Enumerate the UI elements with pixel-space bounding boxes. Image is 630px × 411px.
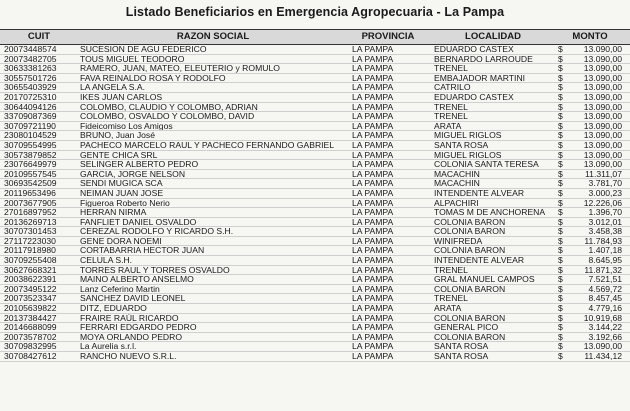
razon-social-cell: SANCHEZ DAVID LEONEL [80, 294, 186, 304]
monto-value: 8.457,45 [588, 293, 622, 304]
monto-value: 13.090,00 [583, 91, 622, 102]
currency-symbol: $ [558, 341, 563, 352]
provincia-cell: LA PAMPA [352, 72, 394, 83]
table-row [0, 333, 630, 343]
razon-social-cell: Figueroa Roberto Nerio [80, 198, 170, 208]
cuit-cell: 20073482705 [4, 53, 57, 64]
monto-value: 13.090,00 [583, 120, 622, 131]
cuit-cell: 23076649979 [4, 159, 57, 170]
monto-cell [558, 218, 630, 227]
monto-cell [558, 314, 630, 323]
localidad-cell: INTENDENTE ALVEAR [434, 187, 525, 198]
razon-social-cell: LA ANGELA S.A. [80, 83, 145, 92]
cuit-cell: 20137384427 [4, 312, 57, 323]
monto-cell [558, 323, 630, 332]
provincia-cell: LA PAMPA [352, 139, 394, 150]
monto-value: 3.458,38 [588, 226, 622, 237]
monto-cell [558, 208, 630, 217]
table-row [0, 218, 630, 228]
table-row [0, 352, 630, 362]
monto-cell [558, 189, 630, 198]
provincia-cell: LA PAMPA [352, 82, 394, 93]
provincia-cell: LA PAMPA [352, 216, 394, 227]
cuit-cell: 30557501726 [4, 72, 57, 83]
provincia-cell: LA PAMPA [352, 303, 394, 314]
localidad-cell: COLONIA BARON [434, 312, 506, 323]
cuit-cell: 30709832995 [4, 341, 57, 352]
currency-symbol: $ [558, 120, 563, 131]
monto-cell [558, 103, 630, 112]
razon-social-cell: HERRAN NIRMA [80, 208, 147, 217]
currency-symbol: $ [558, 111, 563, 122]
header-localidad: LOCALIDAD [465, 31, 521, 42]
localidad-cell: TRENEL [434, 111, 468, 122]
provincia-cell: LA PAMPA [352, 187, 394, 198]
table-row [0, 179, 630, 189]
provincia-cell: LA PAMPA [352, 44, 394, 54]
cuit-cell: 20073523347 [4, 293, 57, 304]
monto-value: 12.226,06 [583, 197, 622, 208]
cuit-cell: 20073578702 [4, 331, 57, 342]
table-row [0, 294, 630, 304]
monto-cell [558, 266, 630, 275]
currency-symbol: $ [558, 226, 563, 237]
monto-cell [558, 294, 630, 303]
currency-symbol: $ [558, 44, 563, 54]
monto-value: 13.090,00 [583, 44, 622, 54]
provincia-cell: LA PAMPA [352, 331, 394, 342]
localidad-cell: BERNARDO LARROUDE [434, 53, 533, 64]
monto-value: 11.311,07 [585, 168, 622, 179]
monto-cell [558, 93, 630, 102]
localidad-cell: COLONIA BARON [434, 226, 506, 237]
localidad-cell: COLONIA BARON [434, 283, 506, 294]
cuit-cell: 27117223030 [4, 235, 56, 246]
cuit-cell: 20146688099 [4, 322, 57, 333]
localidad-cell: COLONIA BARON [434, 245, 506, 256]
provincia-cell: LA PAMPA [352, 341, 394, 352]
table-row [0, 304, 630, 314]
localidad-cell: INTENDENTE ALVEAR [434, 255, 525, 266]
localidad-cell: WINIFREDA [434, 235, 483, 246]
currency-symbol: $ [558, 149, 563, 160]
currency-symbol: $ [558, 207, 563, 218]
header-cuit: CUIT [27, 31, 51, 42]
monto-value: 1.396,70 [588, 207, 622, 218]
cuit-cell: 30708427612 [4, 351, 57, 361]
monto-cell [558, 74, 630, 83]
provincia-cell: LA PAMPA [352, 322, 394, 333]
monto-cell [558, 333, 630, 342]
table-row [0, 55, 630, 65]
cuit-cell: 20073677905 [4, 197, 57, 208]
currency-symbol: $ [558, 312, 563, 323]
currency-symbol: $ [558, 216, 563, 227]
localidad-cell: GRAL MANUEL CAMPOS [434, 274, 535, 285]
provincia-cell: LA PAMPA [352, 63, 394, 74]
provincia-cell: LA PAMPA [352, 312, 394, 323]
cuit-cell: 20073495122 [4, 283, 57, 294]
table-row [0, 227, 630, 237]
razon-social-cell: NEIMAN JUAN JOSE [80, 188, 164, 198]
table-row [0, 74, 630, 84]
localidad-cell: TRENEL [434, 101, 468, 112]
currency-symbol: $ [558, 293, 563, 304]
cuit-cell: 30707301453 [4, 226, 57, 237]
provincia-cell: LA PAMPA [352, 245, 394, 256]
currency-symbol: $ [558, 53, 563, 64]
razon-social-cell: FERRARI EDGARDO PEDRO [80, 323, 197, 332]
monto-value: 11.434,12 [584, 351, 622, 361]
monto-cell [558, 122, 630, 131]
currency-symbol: $ [558, 197, 563, 208]
table-row [0, 64, 630, 74]
monto-cell [558, 151, 630, 160]
monto-cell [558, 256, 630, 265]
razon-social-cell: FANFLIET DANIEL OSVALDO [80, 217, 197, 227]
monto-value: 13.090,00 [583, 149, 622, 160]
document-title: Listado Beneficiarios en Emergencia Agropecuaria - La Pampa [125, 5, 505, 19]
razon-social-cell: BRUNO, Juan José [80, 131, 155, 140]
razon-social-cell: COLOMBO, OSVALDO Y COLOMBO, DAVID [80, 112, 255, 121]
monto-cell [558, 304, 630, 313]
cuit-cell: 27016897952 [4, 207, 57, 218]
table-row [0, 93, 630, 103]
currency-symbol: $ [558, 139, 563, 150]
monto-cell [558, 83, 630, 92]
table-row [0, 342, 630, 352]
monto-cell [558, 342, 630, 351]
monto-value: 10.919,68 [583, 312, 622, 323]
provincia-cell: LA PAMPA [352, 111, 394, 122]
table-row [0, 246, 630, 256]
localidad-cell: MACACHIN [434, 178, 480, 189]
cuit-cell: 30573879852 [4, 149, 57, 160]
razon-social-cell: CELULA S.H. [80, 256, 133, 265]
razon-social-cell: CEREZAL RODOLFO Y RICARDO S.H. [80, 227, 234, 236]
provincia-cell: LA PAMPA [352, 197, 394, 208]
localidad-cell: TOMAS M DE ANCHORENA [434, 207, 546, 218]
currency-symbol: $ [558, 264, 563, 275]
monto-cell [558, 237, 630, 246]
monto-value: 3.000,23 [588, 187, 622, 198]
razon-social-cell: TORRES RAUL Y TORRES OSVALDO [80, 265, 230, 275]
cuit-cell: 23080104529 [4, 130, 57, 141]
table-row [0, 160, 630, 170]
header-provincia: PROVINCIA [361, 31, 415, 42]
currency-symbol: $ [558, 101, 563, 112]
monto-cell [558, 179, 630, 188]
currency-symbol: $ [558, 159, 563, 170]
table-row [0, 208, 630, 218]
table-row [0, 83, 630, 93]
monto-cell [558, 285, 630, 294]
razon-social-cell: SELINGER ALBERTO PEDRO [80, 160, 199, 169]
provincia-cell: LA PAMPA [352, 207, 394, 218]
currency-symbol: $ [558, 235, 563, 246]
razon-social-cell: RAMERO, JUAN, MATEO, ELEUTERIO y ROMULO [80, 64, 280, 73]
monto-cell [558, 64, 630, 73]
table-row [0, 103, 630, 113]
localidad-cell: TRENEL [434, 264, 468, 275]
provincia-cell: LA PAMPA [352, 159, 394, 170]
localidad-cell: EDUARDO CASTEX [434, 44, 514, 54]
cuit-cell: 20038622391 [4, 274, 57, 285]
provincia-cell: LA PAMPA [352, 149, 394, 160]
razon-social-cell: IKES JUAN CARLOS [80, 92, 163, 102]
table-row [0, 323, 630, 333]
monto-value: 13.090,00 [583, 63, 622, 74]
provincia-cell: LA PAMPA [352, 255, 394, 266]
razon-social-cell: SENDI MUGICA SCA [80, 179, 163, 188]
localidad-cell: MACACHIN [434, 168, 480, 179]
monto-value: 11.871,32 [584, 264, 622, 275]
razon-social-cell: Lanz Ceferino Martin [80, 284, 160, 294]
table-row [0, 275, 630, 285]
monto-cell [558, 199, 630, 208]
localidad-cell: COLONIA BARON [434, 331, 506, 342]
monto-value: 13.090,00 [583, 111, 622, 122]
razon-social-cell: GARCIA, JORGE NELSON [80, 169, 186, 179]
razon-social-cell: CORTABARRIA HECTOR JUAN [80, 246, 205, 256]
monto-value: 3.012,01 [588, 216, 622, 227]
localidad-cell: ARATA [434, 303, 462, 314]
table-row [0, 141, 630, 151]
currency-symbol: $ [558, 168, 563, 179]
monto-cell [558, 352, 630, 361]
razon-social-cell: SUCESION DE AGU FEDERICO [80, 45, 207, 54]
localidad-cell: ARATA [434, 120, 462, 131]
table-row [0, 237, 630, 247]
localidad-cell: SANTA ROSA [434, 341, 489, 352]
table-row [0, 45, 630, 55]
currency-symbol: $ [558, 187, 563, 198]
monto-value: 11.784,93 [584, 235, 622, 246]
currency-symbol: $ [558, 72, 563, 83]
cuit-cell: 30644094126 [4, 101, 57, 112]
provincia-cell: LA PAMPA [352, 226, 394, 237]
monto-cell [558, 160, 630, 169]
localidad-cell: SANTA ROSA [434, 351, 489, 361]
localidad-cell: COLONIA BARON [434, 216, 506, 227]
razon-social-cell: DITZ, EDUARDO [80, 304, 147, 313]
monto-value: 7.521,51 [588, 274, 622, 285]
table-row [0, 112, 630, 122]
cuit-cell: 30627668321 [4, 264, 57, 275]
monto-cell [558, 170, 630, 179]
monto-cell [558, 246, 630, 255]
razon-social-cell: RANCHO NUEVO S.R.L. [80, 352, 177, 361]
localidad-cell: SANTA ROSA [434, 139, 489, 150]
provincia-cell: LA PAMPA [352, 264, 394, 275]
monto-value: 4.779,16 [588, 303, 622, 314]
currency-symbol: $ [558, 274, 563, 285]
provincia-cell: LA PAMPA [352, 283, 394, 294]
razon-social-cell: MOYA ORLANDO PEDRO [80, 332, 183, 342]
localidad-cell: EMBAJADOR MARTINI [434, 72, 526, 83]
monto-cell [558, 131, 630, 140]
cuit-cell: 33709087369 [4, 111, 57, 122]
monto-cell [558, 275, 630, 284]
cuit-cell: 30709721190 [4, 120, 56, 131]
razon-social-cell: FRAIRE RAÚL RICARDO [80, 313, 179, 323]
provincia-cell: LA PAMPA [352, 178, 394, 189]
monto-value: 3.781,70 [588, 178, 622, 189]
razon-social-cell: FAVA REINALDO ROSA Y RODOLFO [80, 73, 226, 83]
provincia-cell: LA PAMPA [352, 274, 394, 285]
currency-symbol: $ [558, 351, 563, 361]
monto-value: 4.569,72 [588, 283, 622, 294]
monto-value: 13.090,00 [583, 53, 622, 64]
table-row [0, 314, 630, 324]
provincia-cell: LA PAMPA [352, 101, 394, 112]
currency-symbol: $ [558, 245, 563, 256]
provincia-cell: LA PAMPA [352, 53, 394, 64]
currency-symbol: $ [558, 303, 563, 314]
provincia-cell: LA PAMPA [352, 120, 394, 131]
monto-cell [558, 55, 630, 64]
localidad-cell: COLONIA SANTA TERESA [434, 159, 539, 170]
cuit-cell: 30655403929 [4, 82, 57, 93]
localidad-cell: CATRILO [434, 82, 471, 93]
monto-value: 13.090,00 [583, 72, 622, 83]
currency-symbol: $ [558, 331, 563, 342]
currency-symbol: $ [558, 322, 563, 333]
localidad-cell: MIGUEL RIGLOS [434, 149, 502, 160]
provincia-cell: LA PAMPA [352, 235, 394, 246]
monto-value: 13.090,00 [583, 82, 622, 93]
razon-social-cell: MAINO ALBERTO ANSELMO [80, 275, 194, 284]
cuit-cell: 20105639822 [4, 303, 57, 314]
monto-value: 1.407,18 [588, 245, 622, 256]
provincia-cell: LA PAMPA [352, 168, 394, 179]
razon-social-cell: Fideicomiso Los Amigos [80, 121, 173, 131]
table-row [0, 131, 630, 141]
localidad-cell: MIGUEL RIGLOS [434, 130, 502, 141]
monto-value: 3.144,22 [588, 322, 622, 333]
beneficiaries-table [0, 29, 630, 362]
cuit-cell: 20109557545 [4, 168, 57, 179]
monto-cell [558, 141, 630, 150]
cuit-cell: 30633381263 [4, 63, 57, 74]
monto-value: 8.645,95 [588, 255, 622, 266]
localidad-cell: TRENEL [434, 293, 468, 304]
cuit-cell: 30709554995 [4, 139, 57, 150]
localidad-cell: ALPACHIRI [434, 197, 479, 208]
currency-symbol: $ [558, 255, 563, 266]
razon-social-cell: TOUS MIGUEL TEODORO [80, 54, 185, 64]
currency-symbol: $ [558, 283, 563, 294]
currency-symbol: $ [558, 91, 563, 102]
razon-social-cell: GENE DORA NOEMI [80, 236, 162, 246]
razon-social-cell: GENTE CHICA SRL [80, 150, 158, 160]
cuit-cell: 30693542509 [4, 178, 57, 189]
razon-social-cell: La Aurelia s.r.l. [80, 342, 137, 351]
table-row [0, 285, 630, 295]
cuit-cell: 20073448574 [4, 44, 57, 54]
monto-cell [558, 45, 630, 54]
table-body [0, 45, 630, 362]
localidad-cell: GENERAL PICO [434, 322, 499, 333]
table-row [0, 189, 630, 199]
monto-value: 13.090,00 [583, 101, 622, 112]
currency-symbol: $ [558, 178, 563, 189]
monto-cell [558, 112, 630, 121]
cuit-cell: 20170725310 [4, 91, 57, 102]
table-row [0, 256, 630, 266]
currency-symbol: $ [558, 63, 563, 74]
cuit-cell: 20119653496 [4, 187, 56, 198]
monto-value: 13.090,00 [583, 139, 622, 150]
provincia-cell: LA PAMPA [352, 293, 394, 304]
header-monto: MONTO [572, 31, 608, 42]
monto-value: 13.090,00 [583, 159, 622, 170]
monto-cell [558, 227, 630, 236]
provincia-cell: LA PAMPA [352, 351, 394, 361]
cuit-cell: 30709255408 [4, 255, 57, 266]
localidad-cell: EDUARDO CASTEX [434, 91, 514, 102]
localidad-cell: TRENEL [434, 63, 468, 74]
cuit-cell: 20136269713 [4, 216, 57, 227]
razon-social-cell: PACHECO MARCELO RAUL Y PACHECO FERNANDO GABRIEL [80, 140, 335, 150]
currency-symbol: $ [558, 82, 563, 93]
provincia-cell: LA PAMPA [352, 130, 394, 141]
monto-value: 13.090,00 [583, 130, 622, 141]
provincia-cell: LA PAMPA [352, 91, 394, 102]
table-row [0, 122, 630, 132]
monto-value: 13.090,00 [583, 341, 622, 352]
table-row [0, 266, 630, 276]
table-header [0, 29, 630, 45]
header-razon-social: RAZON SOCIAL [176, 31, 250, 42]
monto-value: 3.192,66 [588, 331, 622, 342]
cuit-cell: 20117918980 [4, 245, 56, 256]
currency-symbol: $ [558, 130, 563, 141]
table-row [0, 170, 630, 180]
razon-social-cell: COLOMBO, CLAUDIO Y COLOMBO, ADRIAN [80, 102, 258, 112]
